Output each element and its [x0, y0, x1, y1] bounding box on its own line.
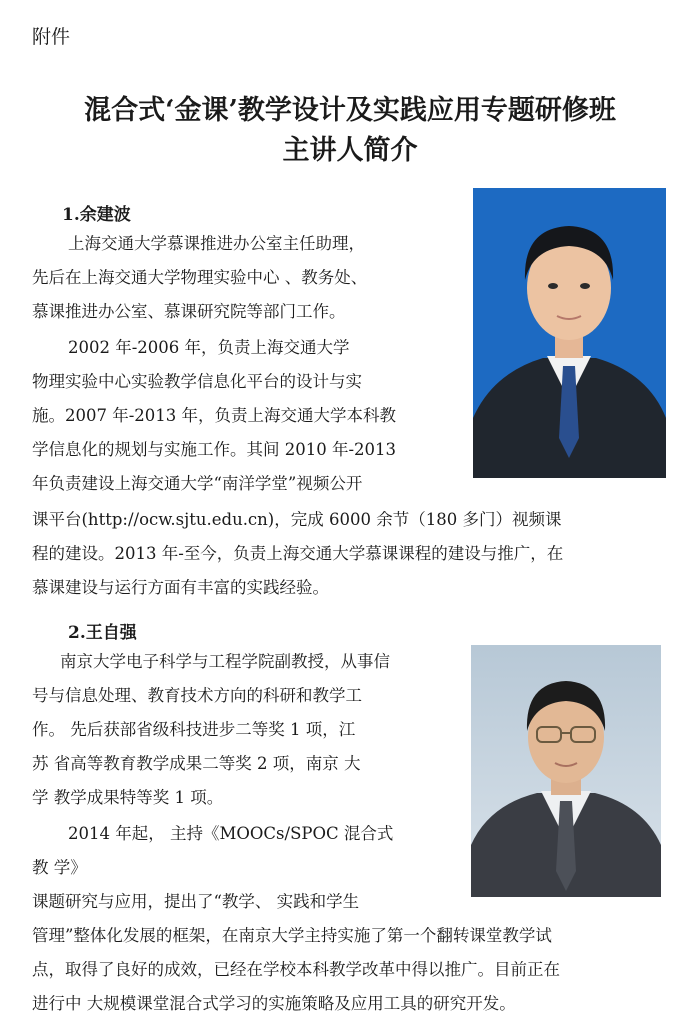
speaker-1-bio-line: 慕课建设与运行方面有丰富的实践经验。 [32, 578, 329, 597]
speaker-1-photo [473, 188, 666, 478]
speaker-2-bio-line: 南京大学电子科学与工程学院副教授，从事信 [60, 652, 390, 671]
speaker-2-bio-line: 教 学》 [32, 858, 87, 877]
speaker-2-bio-line: 学 教学成果特等奖 1 项。 [32, 788, 224, 807]
speaker-2-photo [471, 645, 661, 897]
speaker-2-bio-line: 2014 年起， 主持《MOOCs/SPOC 混合式 [68, 824, 394, 843]
speaker-2-bio-line: 苏 省高等教育教学成果二等奖 2 项，南京 大 [32, 754, 361, 773]
speaker-1-bio-line: 学信息化的规划与实施工作。其间 2010 年-2013 [32, 440, 397, 459]
speaker-2-name: 2.王自强 [68, 623, 137, 643]
speaker-2-bio-line: 课题研究与应用，提出了“教学、 实践和学生 [32, 892, 360, 911]
speaker-1-bio-line: 施。2007 年-2013 年，负责上海交通大学本科教 [32, 406, 397, 425]
speaker-2-bio-line: 管理”整体化发展的框架，在南京大学主持实施了第一个翻转课堂教学试 [32, 926, 552, 945]
speaker-2-bio-line: 作。 先后获部省级科技进步二等奖 1 项，江 [32, 720, 356, 739]
speaker-1-bio-line: 课平台(http://ocw.sjtu.edu.cn)，完成 6000 余节（180 多门）视频课 [32, 510, 562, 529]
speaker-2-bio-line: 点，取得了良好的成效，已经在学校本科教学改革中得以推广。目前正在 [32, 960, 560, 979]
speaker-2-bio-line: 号与信息处理、教育技术方向的科研和教学工 [32, 686, 362, 705]
document-subtitle: 主讲人简介 [282, 135, 418, 166]
attachment-label: 附件 [32, 26, 71, 48]
speaker-1-name: 1.余建波 [62, 205, 131, 225]
speaker-1-bio-line: 年负责建设上海交通大学“南洋学堂”视频公开 [32, 474, 363, 493]
speaker-1-bio-line: 上海交通大学慕课推进办公室主任助理， [68, 234, 365, 253]
speaker-1-bio-line: 先后在上海交通大学物理实验中心 、教务处、 [32, 268, 368, 287]
speaker-2-bio-line: 进行中 大规模课堂混合式学习的实施策略及应用工具的研究开发。 [32, 994, 516, 1013]
speaker-1-bio-line: 物理实验中心实验教学信息化平台的设计与实 [32, 372, 362, 391]
speaker-1-bio-line: 慕课推进办公室、慕课研究院等部门工作。 [32, 302, 346, 321]
speaker-1-bio-line: 程的建设。2013 年-至今，负责上海交通大学慕课课程的建设与推广，在 [32, 544, 564, 563]
document-title: 混合式‘金课’教学设计及实践应用专题研修班 [84, 95, 616, 126]
speaker-1-bio-line: 2002 年-2006 年，负责上海交通大学 [68, 338, 350, 357]
